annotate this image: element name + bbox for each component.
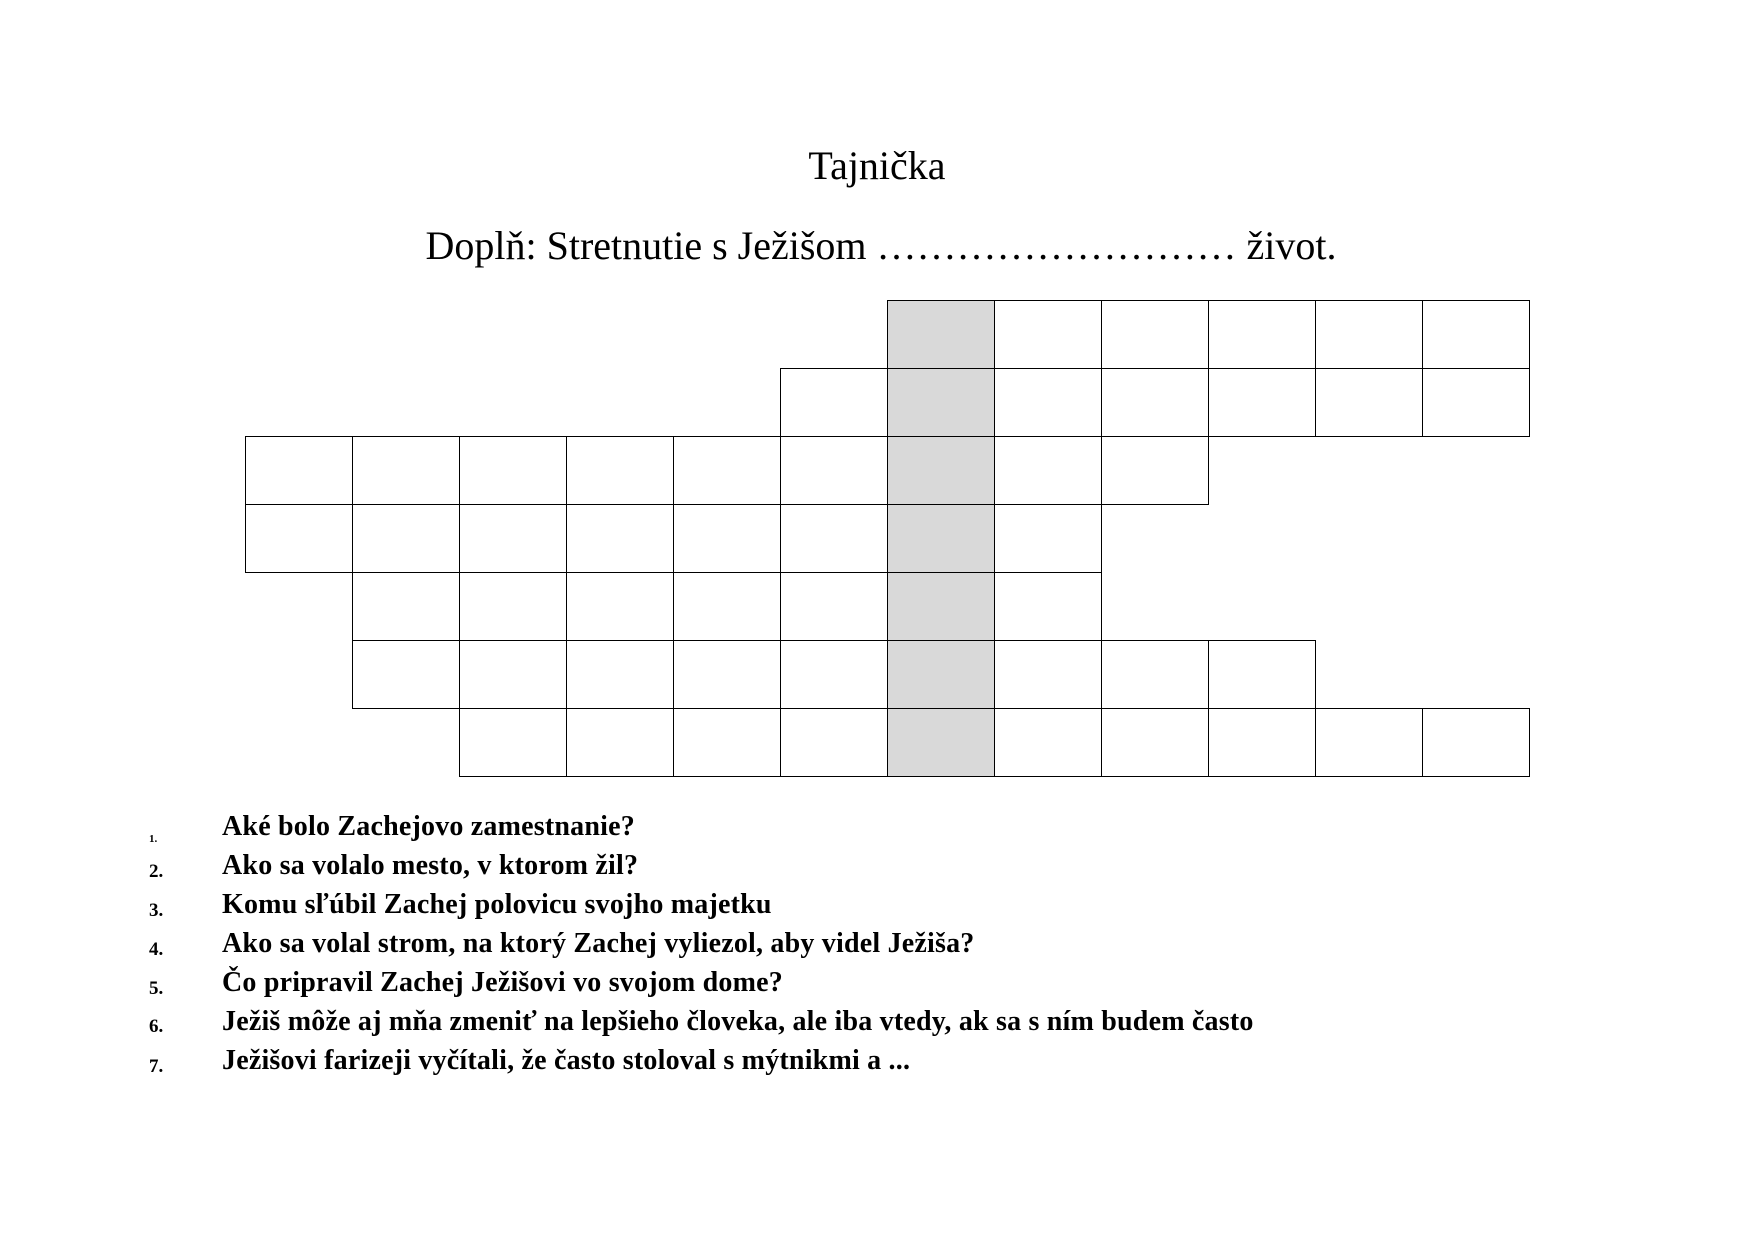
crossword-cell (566, 572, 674, 641)
crossword-cell (1101, 300, 1209, 369)
crossword-cell (673, 504, 781, 573)
crossword-cell (459, 572, 567, 641)
crossword-cell (352, 504, 460, 573)
crossword-cell (780, 436, 888, 505)
crossword-cell (780, 368, 888, 437)
crossword-cell (1101, 368, 1209, 437)
crossword-solution-cell (887, 640, 995, 709)
crossword-cell (994, 708, 1102, 777)
crossword-cell (780, 504, 888, 573)
crossword-cell (566, 436, 674, 505)
crossword-cell (459, 504, 567, 573)
question-number: 4. (149, 939, 164, 960)
crossword-cell (994, 504, 1102, 573)
crossword-cell (566, 708, 674, 777)
crossword-cell (1101, 640, 1209, 709)
question-text: Ako sa volal strom, na ktorý Zachej vyliezol, aby videl Ježiša? (222, 928, 975, 959)
crossword-solution-cell (887, 572, 995, 641)
question-text: Ako sa volalo mesto, v ktorom žil? (222, 850, 639, 881)
crossword-cell (566, 504, 674, 573)
crossword-cell (1422, 300, 1530, 369)
crossword-cell (780, 708, 888, 777)
crossword-cell (459, 708, 567, 777)
question-number: 5. (149, 978, 164, 999)
crossword-cell (245, 436, 353, 505)
crossword-cell (1315, 708, 1423, 777)
crossword-cell (1315, 300, 1423, 369)
crossword-cell (1208, 300, 1316, 369)
crossword-cell (245, 504, 353, 573)
question-number: 2. (149, 861, 164, 882)
crossword-solution-cell (887, 300, 995, 369)
crossword-cell (1422, 708, 1530, 777)
question-number: 7. (149, 1056, 164, 1077)
crossword-cell (352, 640, 460, 709)
question-number: 6. (149, 1016, 164, 1037)
crossword-solution-cell (887, 504, 995, 573)
question-text: Aké bolo Zachejovo zamestnanie? (222, 811, 635, 842)
question-text: Ježišovi farizeji vyčítali, že často stoloval s mýtnikmi a ... (222, 1045, 911, 1076)
crossword-cell (994, 300, 1102, 369)
crossword-cell (673, 640, 781, 709)
crossword-cell (1315, 368, 1423, 437)
crossword-cell (459, 640, 567, 709)
crossword-cell (673, 436, 781, 505)
crossword-cell (994, 436, 1102, 505)
crossword-cell (994, 640, 1102, 709)
crossword-cell (780, 572, 888, 641)
crossword-cell (994, 572, 1102, 641)
crossword-solution-cell (887, 708, 995, 777)
crossword-cell (566, 640, 674, 709)
crossword-cell (1101, 708, 1209, 777)
crossword-cell (1422, 368, 1530, 437)
crossword-cell (673, 708, 781, 777)
question-number: 3. (149, 900, 164, 921)
question-text: Ježiš môže aj mňa zmeniť na lepšieho človeka, ale iba vtedy, ak sa s ním budem často (222, 1006, 1254, 1037)
crossword-cell (352, 436, 460, 505)
crossword-cell (352, 572, 460, 641)
question-text: Čo pripravil Zachej Ježišovi vo svojom dome? (222, 967, 783, 998)
crossword-cell (1208, 368, 1316, 437)
question-number: 1. (149, 833, 158, 845)
crossword-cell (1208, 640, 1316, 709)
instruction-text: Doplň: Stretnutie s Ježišom ……………………… život. (425, 223, 1337, 268)
crossword-solution-cell (887, 368, 995, 437)
question-text: Komu sľúbil Zachej polovicu svojho majetku (222, 889, 772, 920)
crossword-cell (1101, 436, 1209, 505)
crossword-solution-cell (887, 436, 995, 505)
crossword-cell (459, 436, 567, 505)
crossword-cell (994, 368, 1102, 437)
page-title: Tajnička (808, 143, 946, 188)
crossword-cell (780, 640, 888, 709)
crossword-cell (1208, 708, 1316, 777)
crossword-cell (673, 572, 781, 641)
